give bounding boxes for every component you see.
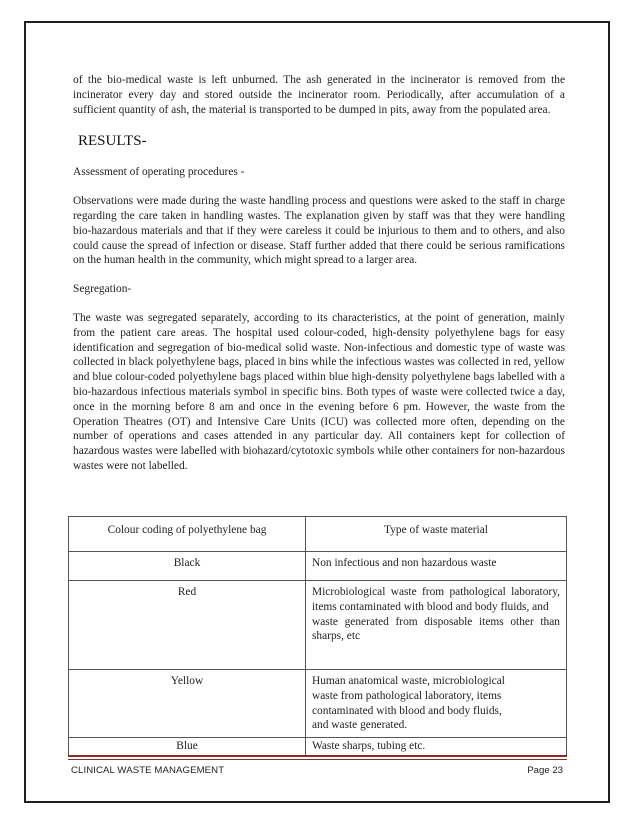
table-row	[69, 552, 567, 581]
footer-rule-thick	[68, 755, 567, 757]
cell-colour: Black	[69, 552, 306, 581]
cell-waste-type	[306, 581, 567, 670]
paragraph-intro: of the bio-medical waste is left unburned. The ash generated in the incinerator is removed from the incinerator every day and stored outside the incinerator room. Periodically, after accumulation of a sufficient quantity of ash, the material is transported to be dumped in pits, away from the populated area.	[73, 74, 565, 116]
cell-line: Non infectious and non hazardous waste	[312, 557, 497, 569]
results-heading: RESULTS-	[78, 133, 147, 150]
cell-line: waste generated from disposable items other than sharps, etc	[312, 615, 560, 643]
cell-colour: Blue	[69, 738, 306, 756]
section-segregation-heading: Segregation-	[73, 283, 132, 296]
footer-rule-thin	[68, 759, 567, 760]
cell-line: and waste generated.	[312, 719, 408, 732]
cell-colour: Red	[69, 581, 306, 670]
cell-line: Waste sharps, tubing etc.	[312, 740, 426, 753]
document-body	[73, 73, 565, 474]
cell-line: waste from pathological laboratory, items	[312, 689, 502, 702]
cell-waste-type	[306, 552, 567, 581]
header-waste-type: Type of waste material	[306, 517, 567, 552]
waste-colour-table	[68, 516, 567, 756]
table-row	[69, 581, 567, 670]
section-assessment-heading: Assessment of operating procedures -	[73, 166, 245, 179]
table-row	[69, 670, 567, 738]
paragraph-segregation: The waste was segregated separately, according to its characteristics, at the point of generation, mainly from the patient care areas. The hospital used colour-coded, high-density polyethylene bags for easy identification and segregation of bio-medical solid waste. Non-infectious and domestic type of waste was collected in black polyethylene bags, placed in bins while the infectious wastes was collected in red, yellow and blue colour-coded polyethylene bags placed within blue high-density polyethylene bags labelled with a bio-hazardous infectious materials symbol in specific bins. Both types of waste were collected twice a day, once in the morning before 8 am and once in the evening before 6 pm. However, the waste from the Operation Theatres (OT) and Intensive Care Units (ICU) was collected more often, depending on the number of operations and cases attended in any particular day. All containers kept for collection of hazardous wastes were labelled with biohazard/cytotoxic symbols while other containers for non-hazardous wastes were not labelled.	[73, 311, 565, 472]
cell-line: contaminated with blood and body fluids,	[312, 704, 502, 717]
cell-waste-type	[306, 738, 567, 756]
cell-colour: Yellow	[69, 670, 306, 738]
cell-waste-type	[306, 670, 567, 738]
table-row	[69, 738, 567, 756]
footer-title: CLINICAL WASTE MANAGEMENT	[71, 765, 225, 776]
cell-line: Human anatomical waste, microbiological	[312, 675, 505, 687]
footer-page-number: Page 23	[527, 765, 563, 776]
table-header-row	[69, 517, 567, 552]
paragraph-observations: Observations were made during the waste handling process and questions were asked to the staff in charge regarding the care taken in handling wastes. The explanation given by staff was that they were handling bio-hazardous materials and that if they were careless it could be injurious to them and to others, and also could cause the spread of infection or disease. Staff further added that there could be serious ramifications on the human health in the community, which might spread to a larger area.	[73, 195, 565, 267]
cell-line: Microbiological waste from pathological laboratory, items contaminated with blood and body fluids, and	[312, 586, 560, 613]
header-colour-coding: Colour coding of polyethylene bag	[69, 517, 306, 552]
